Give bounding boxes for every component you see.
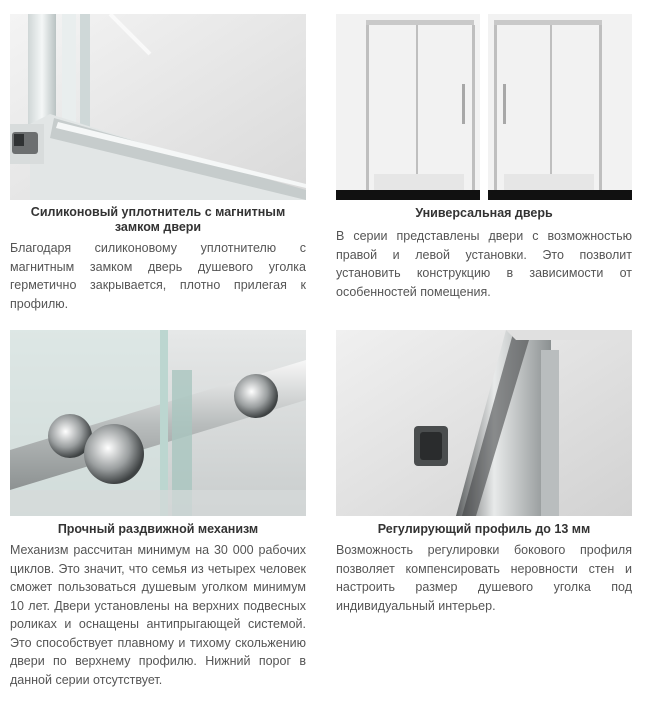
sliding-mechanism-photo [10,330,306,516]
feature-card-sliding-mechanism [10,330,306,689]
feature-title: Силиконовый уплотнитель с магнитным замком двери [30,205,286,234]
feature-title: Универсальная дверь [415,206,553,220]
feature-card-universal-door [336,14,632,301]
feature-description: В серии представлены двери с возможностью правой и левой установки. Это позволит установить конструкцию в зависимости от особенностей помещения. [336,229,632,299]
feature-description: Возможность регулировки бокового профиля позволяет компенсировать неровности стен и настроить размер душевого уголка под индивидуальный интерьер. [336,543,632,613]
feature-card-silicone-seal [10,14,306,313]
feature-description: Благодаря силиконовому уплотнителю с магнитным замком дверь душевого уголка герметично закрывается, плотно прилегая к профилю. [10,241,306,311]
feature-title: Прочный раздвижной механизм [57,522,259,536]
universal-door-photo [336,14,632,200]
feature-card-adjusting-profile [336,330,632,615]
feature-description: Механизм рассчитан минимум на 30 000 рабочих циклов. Это значит, что семья из четырех человек сможет пользоваться душевым уголком минимум 10 лет. Двери установлены на верхних подвесных роликах и оснащены антипрыгающей системой. Это способствует плавному и тихому скольжению двери по верхнему профилю. Нижний порог в данной серии отсутствует. [10,543,306,687]
feature-title: Регулирующий профиль до 13 мм [377,522,591,536]
adjusting-profile-photo [336,330,632,516]
silicone-seal-photo [10,14,306,200]
